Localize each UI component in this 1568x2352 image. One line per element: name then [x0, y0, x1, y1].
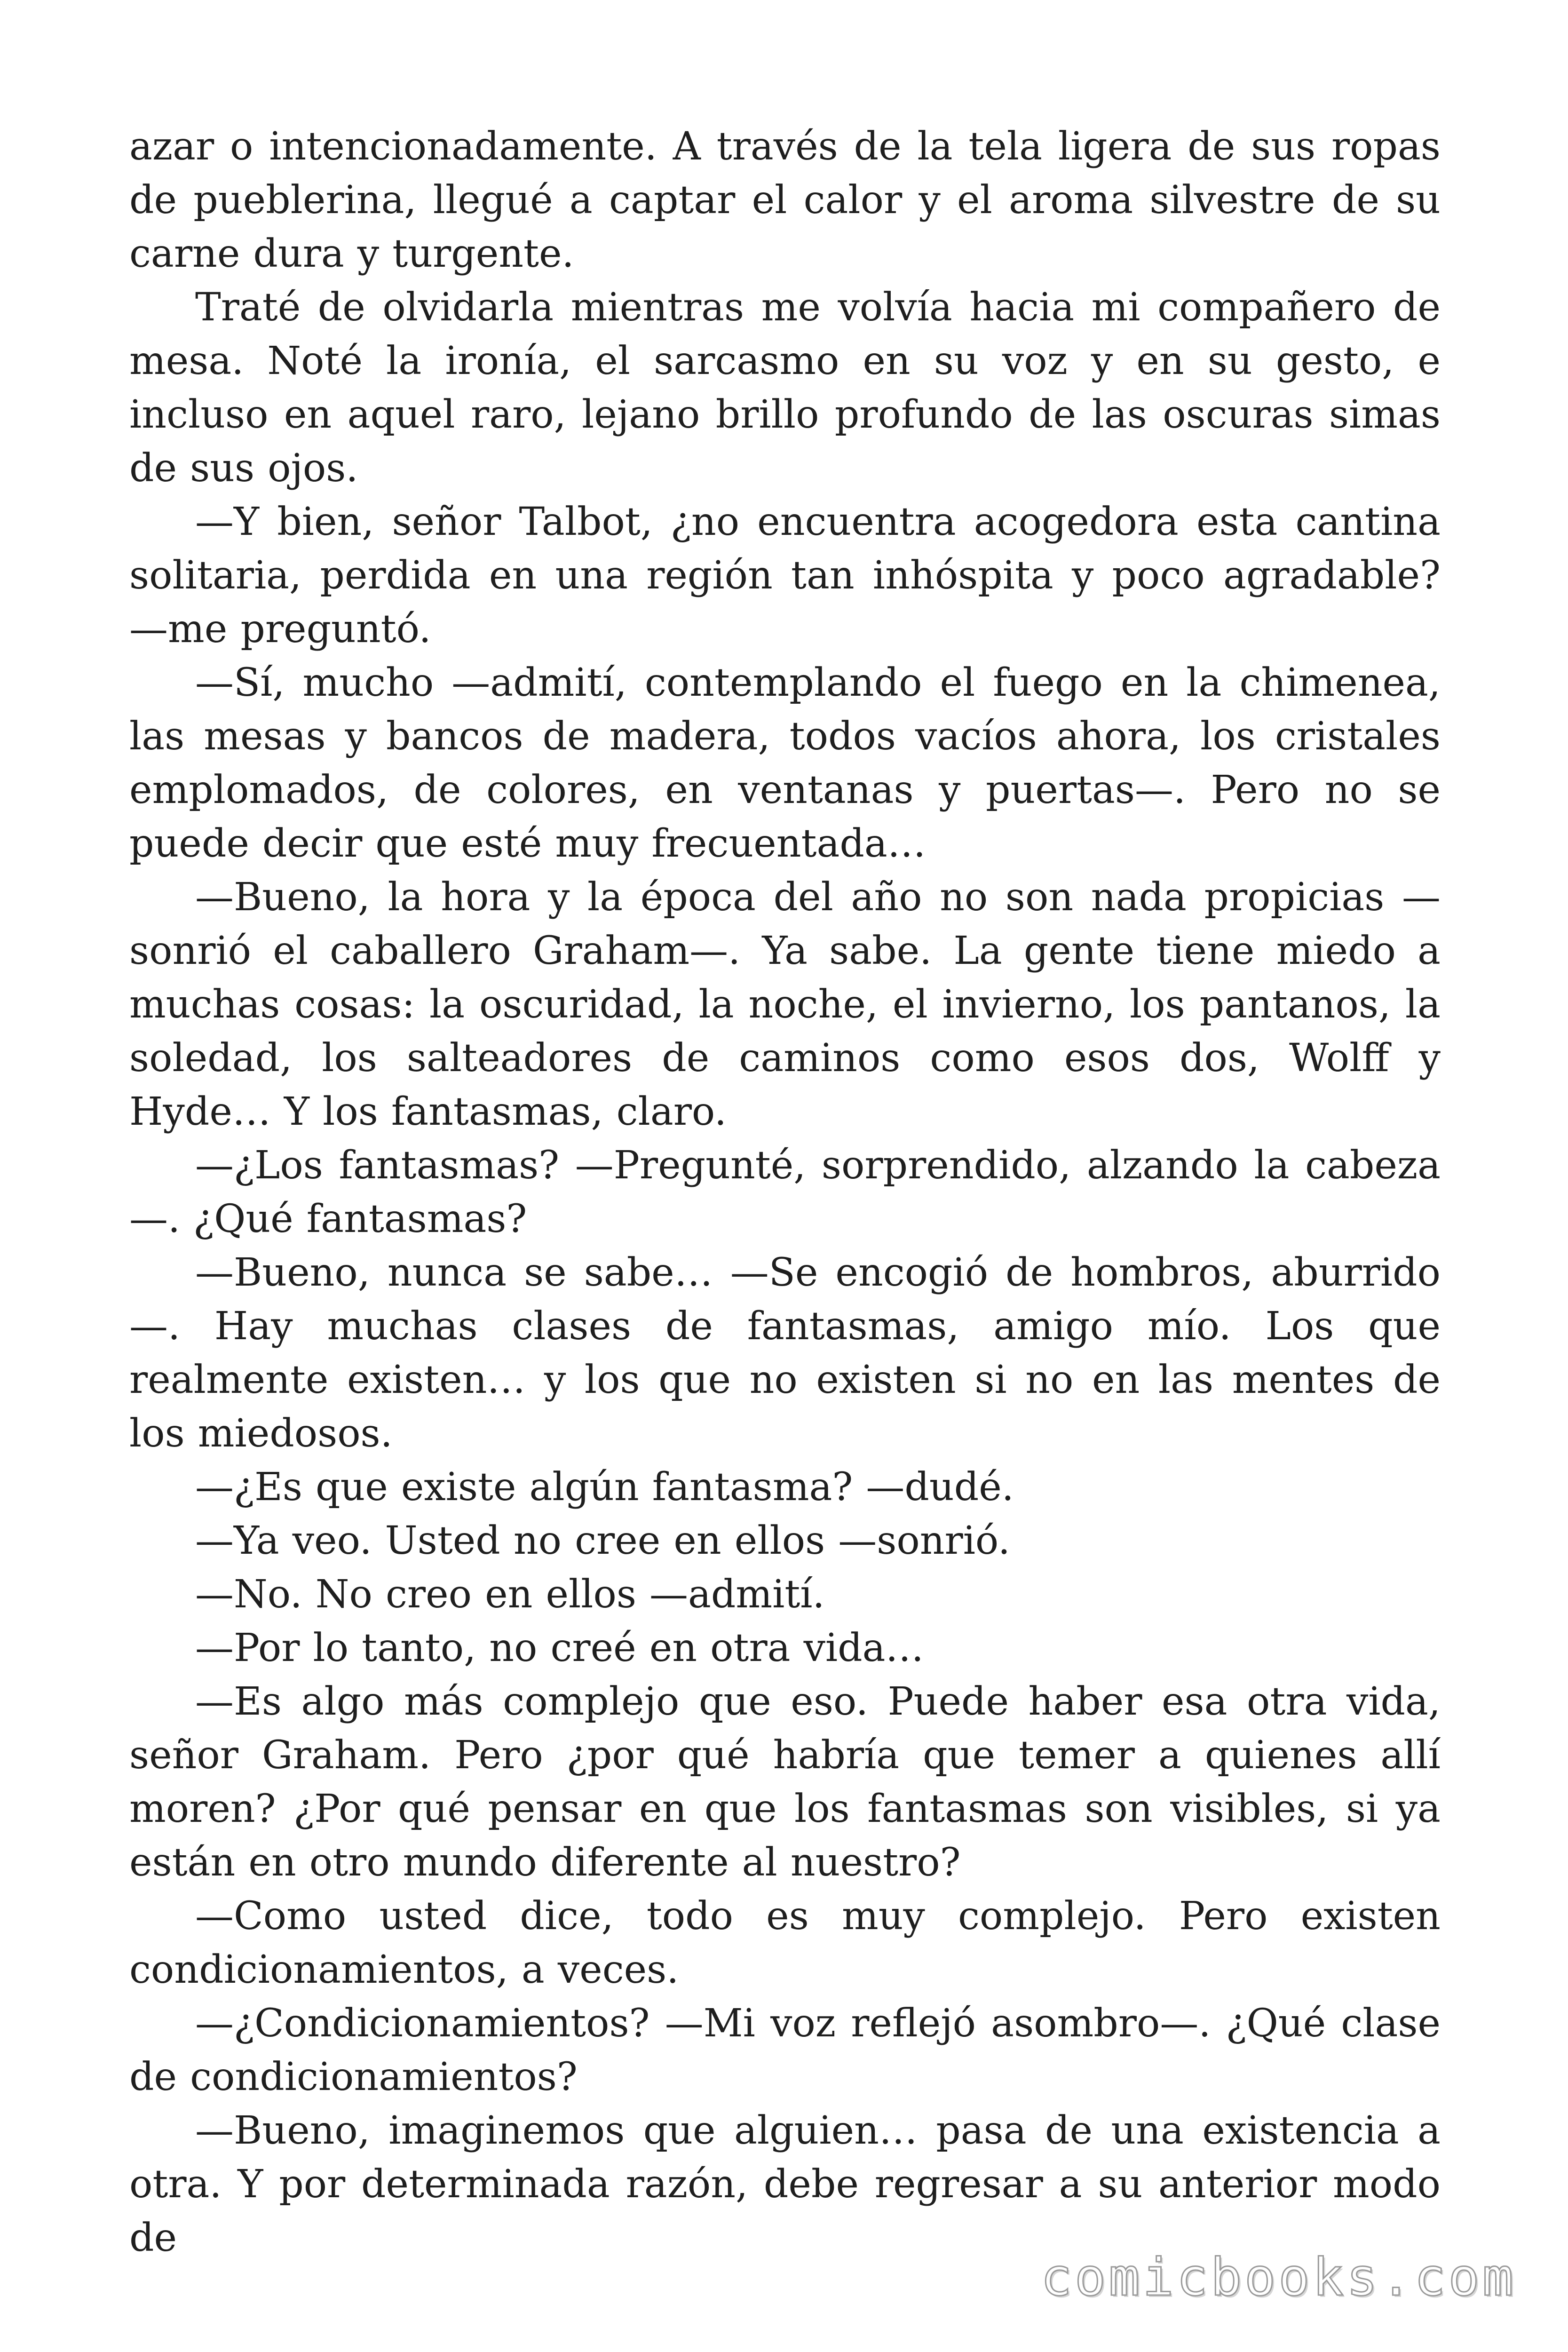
- paragraph: —¿Es que existe algún fantasma? —dudé.: [195, 1465, 1014, 1510]
- body-text: [129, 120, 1441, 2265]
- paragraph: —Como usted dice, todo es muy complejo. Pero existen condicionamientos, a veces.: [129, 1894, 1441, 1992]
- paragraph: —Por lo tanto, no creé en otra vida…: [195, 1626, 924, 1670]
- paragraph: —Bueno, imaginemos que alguien… pasa de una existencia a otra. Y por determinada razón, debe regresar a su anterior modo de: [129, 2108, 1441, 2260]
- paragraph: azar o intencionadamente. A través de la tela ligera de sus ropas de pueblerina, llegué a captar el calor y el aroma silvestre de su carne dura y turgente.: [129, 124, 1441, 276]
- paragraph: —Sí, mucho —admití, contemplando el fuego en la chimenea, las mesas y bancos de madera, todos vacíos ahora, los cristales emplomados, de colores, en ventanas y puertas—. Pero no se puede decir que esté muy frecuentada…: [129, 660, 1441, 866]
- paragraph: —¿Condicionamientos? —Mi voz reflejó asombro—. ¿Qué clase de condicionamientos?: [129, 2001, 1441, 2099]
- paragraph: —Bueno, nunca se sabe… —Se encogió de hombros, aburrido—. Hay muchas clases de fantasmas, amigo mío. Los que realmente existen… y los que no existen si no en las mentes de los miedosos.: [129, 1250, 1441, 1456]
- paragraph: Traté de olvidarla mientras me volvía hacia mi compañero de mesa. Noté la ironía, el sarcasmo en su voz y en su gesto, e incluso en aquel raro, lejano brillo profundo de las oscuras simas de sus ojos.: [129, 285, 1441, 491]
- paragraph: —Es algo más complejo que eso. Puede haber esa otra vida, señor Graham. Pero ¿por qué habría que temer a quienes allí moren? ¿Por qué pensar en que los fantasmas son visibles, si ya están en otro mundo diferente al nuestro?: [129, 1679, 1441, 1885]
- watermark: comicbooks.com: [1040, 2247, 1516, 2307]
- paragraph: —No. No creo en ellos —admití.: [195, 1572, 825, 1617]
- paragraph: —¿Los fantasmas? —Pregunté, sorprendido, alzando la cabeza —. ¿Qué fantasmas?: [129, 1143, 1441, 1241]
- paragraph: —Ya veo. Usted no cree en ellos —sonrió.: [195, 1518, 1010, 1563]
- paragraph: —Y bien, señor Talbot, ¿no encuentra acogedora esta cantina solitaria, perdida en una región tan inhóspita y poco agradable? —me preguntó.: [129, 500, 1441, 652]
- paragraph: —Bueno, la hora y la época del año no son nada propicias —sonrió el caballero Graham—. Ya sabe. La gente tiene miedo a muchas cosas: la oscuridad, la noche, el invierno, los pantanos, la soledad, los salteadores de caminos como esos dos, Wolff y Hyde… Y los fantasmas, claro.: [129, 875, 1441, 1134]
